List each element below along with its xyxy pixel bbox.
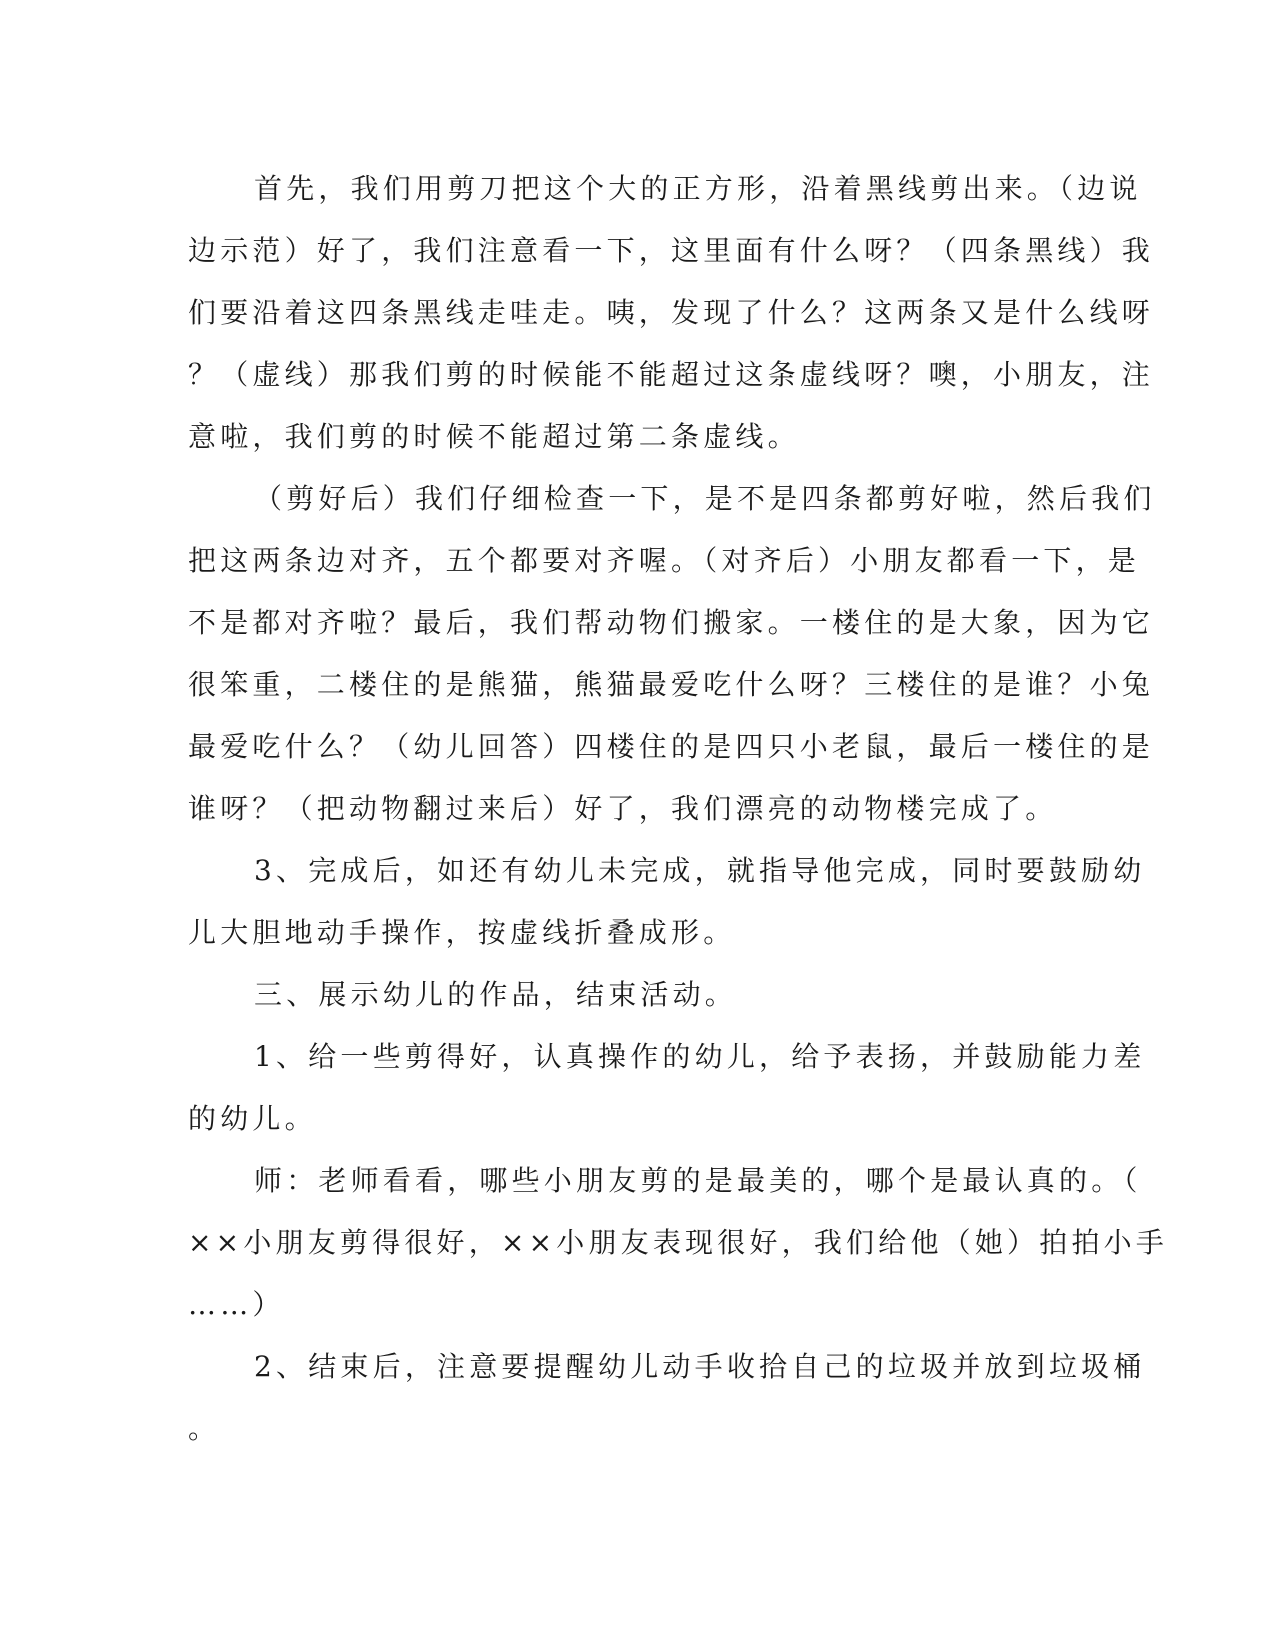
paragraph-teacher-speech: [188, 1150, 1169, 1336]
paragraph-scissors-instructions: [188, 158, 1155, 468]
text-line: ××小朋友剪得很好，××小朋友表现很好，我们给他（她）拍拍小手: [188, 1226, 1169, 1259]
document-page: [188, 158, 1169, 1460]
text-line: 边示范）好了，我们注意看一下，这里面有什么呀？（四条黑线）我: [188, 234, 1155, 267]
text-line: 师：老师看看，哪些小朋友剪的是最美的，哪个是最认真的。（: [254, 1164, 1142, 1197]
text-line: 很笨重，二楼住的是熊猫，熊猫最爱吃什么呀？三楼住的是谁？小兔: [188, 668, 1155, 701]
paragraph-step-1: [188, 1026, 1146, 1150]
text-line: 1、给一些剪得好，认真操作的幼儿，给予表扬，并鼓励能力差: [254, 1040, 1146, 1073]
text-line: ？（虚线）那我们剪的时候能不能超过这条虚线呀？噢，小朋友，注: [188, 358, 1155, 391]
text-line: 2、结束后，注意要提醒幼儿动手收拾自己的垃圾并放到垃圾桶: [254, 1350, 1146, 1383]
text-line: 不是都对齐啦？最后，我们帮动物们搬家。一楼住的是大象，因为它: [188, 606, 1155, 639]
text-line: 的幼儿。: [188, 1102, 317, 1135]
text-line: 把这两条边对齐，五个都要对齐喔。（对齐后）小朋友都看一下，是: [188, 544, 1141, 577]
paragraph-step-2: [188, 1336, 1146, 1460]
text-line: 首先，我们用剪刀把这个大的正方形，沿着黑线剪出来。（边说: [254, 172, 1142, 205]
text-line: ……）: [188, 1288, 285, 1321]
text-line: （剪好后）我们仔细检查一下，是不是四条都剪好啦，然后我们: [254, 482, 1156, 515]
paragraph-section-3-heading: [188, 964, 1070, 1026]
text-line: 最爱吃什么？（幼儿回答）四楼住的是四只小老鼠，最后一楼住的是: [188, 730, 1155, 763]
paragraph-step-3: [188, 840, 1146, 964]
paragraph-after-cutting: [188, 468, 1156, 840]
text-line: 们要沿着这四条黑线走哇走。咦，发现了什么？这两条又是什么线呀: [188, 296, 1155, 329]
text-line: 谁呀？（把动物翻过来后）好了，我们漂亮的动物楼完成了。: [188, 792, 1058, 825]
text-line: 儿大胆地动手操作，按虚线折叠成形。: [188, 916, 736, 949]
text-line: 。: [188, 1412, 221, 1445]
text-line: 三、展示幼儿的作品，结束活动。: [254, 978, 738, 1011]
text-line: 3、完成后，如还有幼儿未完成，就指导他完成，同时要鼓励幼: [254, 854, 1146, 887]
text-line: 意啦，我们剪的时候不能超过第二条虚线。: [188, 420, 800, 453]
